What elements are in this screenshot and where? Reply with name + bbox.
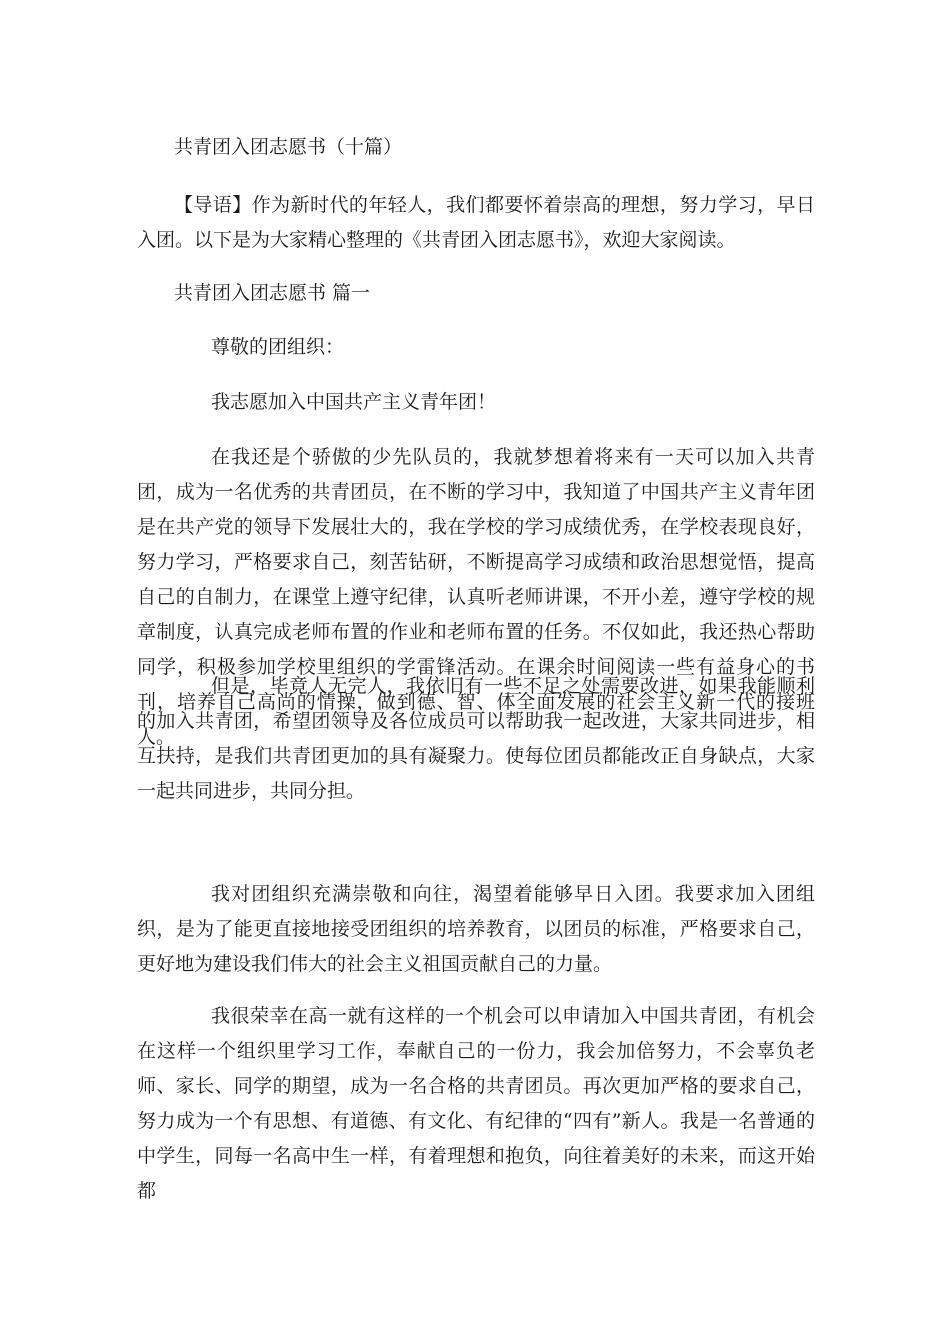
declaration: 我志愿加入中国共产主义青年团！ [211, 391, 497, 413]
body-paragraph-3: 我对团组织充满崇敬和向往，渴望着能够早日入团。我要求加入团组织，是为了能更直接地接受团组织的培养教育，以团员的标准，严格要求自己，更好地为建设我们伟大的社会主义祖国贡献自己的力量。 [137, 883, 815, 975]
body-paragraph-2: 但是，毕竟人无完人，我依旧有一些不足之处需要改进，如果我能顺利的加入共青团，希望团领导及各位成员可以帮助我一起改进，大家共同进步，相互扶持，是我们共青团更加的具有凝聚力。使每位团员都能改正自身缺点，大家一起共同进步，共同分担。 [137, 675, 815, 802]
section-heading: 共青团入团志愿书 篇一 [174, 282, 371, 304]
document-title: 共青团入团志愿书（十篇） [174, 136, 403, 158]
salutation: 尊敬的团组织： [211, 336, 345, 358]
intro-paragraph: 【导语】作为新时代的年轻人，我们都要怀着崇高的理想，努力学习，早日入团。以下是为大家精心整理的《共青团入团志愿书》，欢迎大家阅读。 [137, 194, 815, 251]
body-paragraph-4: 我很荣幸在高一就有这样的一个机会可以申请加入中国共青团，有机会在这样一个组织里学习工作，奉献自己的一份力，我会加倍努力，不会辜负老师、家长、同学的期望，成为一名合格的共青团员。再次更加严格的要求自己，努力成为一个有思想、有道德、有文化、有纪律的“四有”新人。我是一名普通的中学生，同每一名高中生一样，有着理想和抱负，向往着美好的未来，而这开始都 [137, 1005, 815, 1202]
body-paragraph-1: 在我还是个骄傲的少先队员的，我就梦想着将来有一天可以加入共青团，成为一名优秀的共青团员，在不断的学习中，我知道了中国共产主义青年团是在共产党的领导下发展壮大的，我在学校的学习成绩优秀，在学校表现良好，努力学习，严格要求自己，刻苦钻研，不断提高学习成绩和政治思想觉悟，提高自己的自制力，在课堂上遵守纪律，认真听老师讲课，不开小差，遵守学校的规章制度，认真完成老师布置的作业和老师布置的任务。不仅如此，我还热心帮助同学，积极参加学校里组织的学雷锋活动。在课余时间阅读一些有益身心的书刊，培养自己高尚的情操，做到德、智、体全面发展的社会主义新一代的接班人。 [137, 446, 815, 748]
